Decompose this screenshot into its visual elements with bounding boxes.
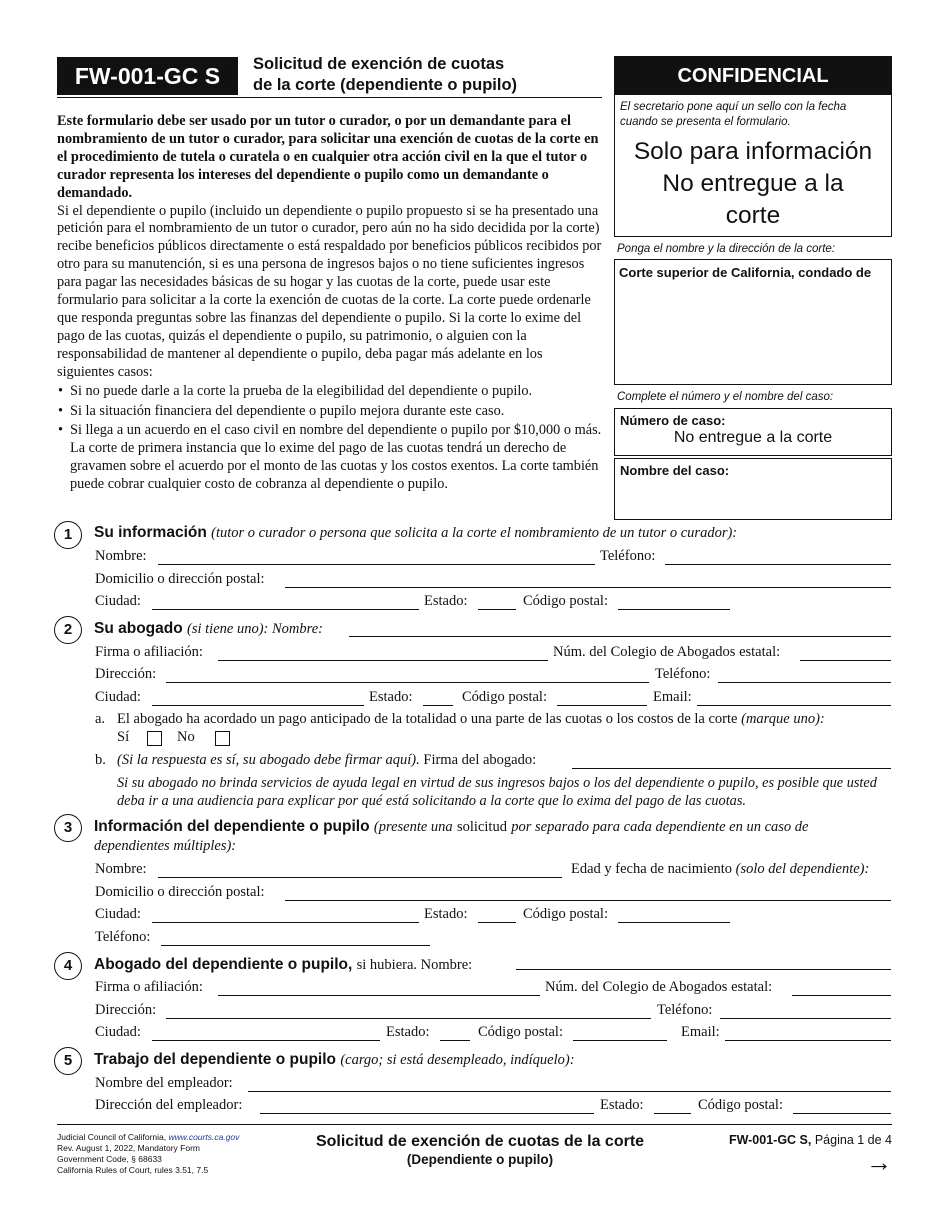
form-id-badge xyxy=(57,57,238,95)
s3-nombre-label: Nombre: xyxy=(95,861,147,877)
s4-ciudad-label: Ciudad: xyxy=(95,1024,141,1040)
s4-telefono-field[interactable] xyxy=(720,1018,891,1019)
s2a-text: El abogado ha acordado un pago anticipado de la totalidad o una parte de las cuotas o los costos de la corte xyxy=(117,711,738,727)
s3-edad-text: Edad y fecha de nacimiento xyxy=(571,861,733,877)
s2a-no-label: No xyxy=(177,729,195,745)
footer-rule xyxy=(57,1124,892,1125)
s1-telefono-field[interactable] xyxy=(665,564,891,565)
s2-colegio-field[interactable] xyxy=(800,660,891,661)
s1-domicilio-field[interactable] xyxy=(285,587,891,588)
s2-telefono-label: Teléfono: xyxy=(655,666,711,682)
section-2-heading xyxy=(94,620,323,638)
intro-block xyxy=(57,113,602,494)
section-3-title: Información del dependiente o pupilo xyxy=(94,818,370,835)
s5-empleador-label: Nombre del empleador: xyxy=(95,1075,233,1091)
s5-direccion-field[interactable] xyxy=(260,1113,594,1114)
s2-ciudad-field[interactable] xyxy=(152,705,364,706)
s2-codigo-field[interactable] xyxy=(557,705,647,706)
footer-subtitle: (Dependiente o pupilo) xyxy=(406,1152,554,1167)
s4-codigo-label: Código postal: xyxy=(478,1024,563,1040)
s1-ciudad-label: Ciudad: xyxy=(95,593,141,609)
case-number-box[interactable] xyxy=(614,408,892,456)
footer-gov-code: Government Code, § 68633 xyxy=(57,1154,162,1164)
section-5-number: 5 xyxy=(54,1047,82,1075)
section-1-number: 1 xyxy=(54,521,82,549)
s1-codigo-label: Código postal: xyxy=(523,593,608,609)
s2b-signature-field[interactable] xyxy=(572,768,891,769)
court-name-box[interactable] xyxy=(614,259,892,385)
intro-bullet-list xyxy=(57,383,602,494)
section-1-title: Su información xyxy=(94,524,207,541)
case-name-box[interactable] xyxy=(614,458,892,520)
s2-email-field[interactable] xyxy=(697,705,891,706)
s2-direccion-field[interactable] xyxy=(166,682,649,683)
s1-codigo-field[interactable] xyxy=(618,609,730,610)
s2-codigo-label: Código postal: xyxy=(462,689,547,705)
s3-estado-label: Estado: xyxy=(424,906,468,922)
section-5-heading xyxy=(94,1051,575,1069)
intro-bullet: • Si llega a un acuerdo en el caso civil en nombre del dependiente o pupilo por $10,000 o más. La corte de primera instancia que lo exime del pago de las cuotas tendrá un derecho de gravamen sobre el acuerdo por el monto de las cuotas y los costos exentos. La corte también puede cobrar cualquier costo de cobranza al dependiente o pupilo. xyxy=(58,422,602,493)
footer-page-number: Página 1 de 4 xyxy=(814,1133,892,1147)
s4-firma-field[interactable] xyxy=(218,995,540,996)
intro-bold: Este formulario debe ser usado por un tutor o curador, o por un demandante para el nombramiento de un tutor o curador, para solicitar una exención de cuotas de la corte en el procedimiento de tutela o curatela o en cualquier otra acción civil en la que el tutor o curador representa los intereses del dependiente o pupilo como un demandante o demandado. xyxy=(57,113,599,201)
footer-council-line xyxy=(57,1132,239,1143)
section-3-sub1: (presente una xyxy=(373,819,453,835)
form-id: FW-001-GC S xyxy=(74,63,221,89)
s2b-marker: b. xyxy=(95,752,106,768)
intro-bullet: • Si no puede darle a la corte la prueba de la elegibilidad del dependiente o pupilo. xyxy=(58,382,533,399)
case-prompt: Complete el número y el nombre del caso: xyxy=(617,391,834,403)
footer-rev: Rev. August 1, 2022, Mandatory Form xyxy=(57,1143,200,1153)
s2-estado-label: Estado: xyxy=(369,689,413,705)
section-1-subtitle: (tutor o curador o persona que solicita a la corte el nombramiento de un tutor o curador): xyxy=(211,525,738,541)
form-title-line1: Solicitud de exención de cuotas xyxy=(253,55,505,73)
s3-ciudad-label: Ciudad: xyxy=(95,906,141,922)
s5-empleador-field[interactable] xyxy=(248,1091,891,1092)
footer-title-block xyxy=(280,1133,680,1167)
header-rule xyxy=(57,97,602,98)
s1-nombre-field[interactable] xyxy=(158,564,595,565)
confidential-banner xyxy=(615,57,891,95)
s3-domicilio-label: Domicilio o dirección postal: xyxy=(95,884,265,900)
s3-nombre-field[interactable] xyxy=(158,877,562,878)
section-3-sub2: solicitud xyxy=(457,819,507,835)
s4-email-label: Email: xyxy=(681,1024,720,1040)
clerk-stamp-box xyxy=(614,56,892,237)
s1-ciudad-field[interactable] xyxy=(152,609,419,610)
footer-form-id: FW-001-GC S, xyxy=(728,1133,812,1147)
s2b-text: Firma del abogado: xyxy=(423,752,537,768)
section-5-title: Trabajo del dependiente o pupilo xyxy=(94,1051,336,1068)
s2-estado-field[interactable] xyxy=(423,705,453,706)
section-1-heading xyxy=(94,524,737,542)
s2b-question xyxy=(117,752,536,769)
s5-codigo-label: Código postal: xyxy=(698,1097,783,1113)
s1-estado-label: Estado: xyxy=(424,593,468,609)
s2a-note: (marque uno): xyxy=(741,711,825,727)
s1-telefono-label: Teléfono: xyxy=(600,548,656,564)
s3-domicilio-field[interactable] xyxy=(285,900,891,901)
section-3-sub4: dependientes múltiples): xyxy=(94,838,237,854)
s4-estado-field[interactable] xyxy=(440,1040,470,1041)
footer-page-info xyxy=(700,1133,892,1147)
s4-codigo-field[interactable] xyxy=(573,1040,667,1041)
s3-telefono-field[interactable] xyxy=(161,945,430,946)
s5-codigo-field[interactable] xyxy=(793,1113,891,1114)
footer-council: Judicial Council of California, xyxy=(57,1132,167,1142)
s1-estado-field[interactable] xyxy=(478,609,516,610)
case-number-label: Número de caso: xyxy=(620,413,726,428)
section-4-subtitle: si hubiera. Nombre: xyxy=(356,957,473,973)
s3-edad-label xyxy=(571,861,869,878)
s2-firma-label: Firma o afiliación: xyxy=(95,644,203,660)
s2-nombre-field[interactable] xyxy=(349,636,891,637)
s2b-explanation: Si su abogado no brinda servicios de ayuda legal en virtud de sus ingresos bajos o los del dependiente o pupilo, es posible que usted deba ir a una audiencia para explicar por qué está solicitando a la corte que lo exima del pago de las cuotas. xyxy=(117,775,877,809)
footer-rules: California Rules of Court, rules 3.51, 7.5 xyxy=(57,1165,209,1175)
section-3-sub3: por separado para cada dependiente en un caso de xyxy=(511,819,809,835)
s3-codigo-field[interactable] xyxy=(618,922,730,923)
court-prompt: Ponga el nombre y la dirección de la corte: xyxy=(617,243,835,255)
s5-direccion-label: Dirección del empleador: xyxy=(95,1097,243,1113)
info-only-text xyxy=(615,136,891,232)
footer-url[interactable]: www.courts.ca.gov xyxy=(168,1132,240,1142)
s4-nombre-field[interactable] xyxy=(516,969,891,970)
section-5-subtitle: (cargo; si está desempleado, indíquelo): xyxy=(340,1052,575,1068)
section-2-subtitle: (si tiene uno): Nombre: xyxy=(187,621,323,637)
footer-meta xyxy=(57,1132,239,1176)
s4-firma-label: Firma o afiliación: xyxy=(95,979,203,995)
s2-direccion-label: Dirección: xyxy=(95,666,157,682)
s3-telefono-label: Teléfono: xyxy=(95,929,151,945)
intro-bullet-text: Si la situación financiera del dependiente o pupilo mejora durante este caso. xyxy=(70,402,505,419)
s5-estado-field[interactable] xyxy=(654,1113,691,1114)
s2a-si-label: Sí xyxy=(117,729,130,745)
stamp-note: El secretario pone aquí un sello con la fecha cuando se presenta el formulario. xyxy=(620,101,847,128)
case-number-value: No entregue a la corte xyxy=(673,429,833,446)
form-title xyxy=(253,54,517,96)
section-3-heading xyxy=(94,818,808,836)
section-4-number: 4 xyxy=(54,952,82,980)
s4-email-field[interactable] xyxy=(725,1040,891,1041)
s3-ciudad-field[interactable] xyxy=(152,922,419,923)
confidential-label: CONFIDENCIAL xyxy=(677,65,829,87)
section-3-number: 3 xyxy=(54,814,82,842)
s4-ciudad-field[interactable] xyxy=(152,1040,380,1041)
intro-body: Si el dependiente o pupilo (incluido un dependiente o pupilo propuesto si se ha presentado una petición para el nombramiento de un tutor o curador, pero aún no ha sido decidida por la corte) recibe beneficios públicos directamente o está respaldado por beneficios públicos recibidos por otro para su manutención, si es una persona de ingresos bajos o no tiene suficientes ingresos para pagar las necesidades básicas de su hogar y las cuotas de la corte, puede usar este formulario para solicitar a la corte la exención de cuotas de la corte. La corte puede ordenarle que responda preguntas sobre las finanzas del dependiente o pupilo. Si la corte lo exime del pago de las cuotas, quizás el dependiente o pupilo, su patrimonio, o alguien con la responsabilidad de mantener al dependiente o pupilo, deba pagar más adelante en los siguientes casos: xyxy=(57,202,602,380)
s2-telefono-field[interactable] xyxy=(718,682,891,683)
info-line1: Solo para información xyxy=(633,138,873,165)
s1-nombre-label: Nombre: xyxy=(95,548,147,564)
s4-telefono-label: Teléfono: xyxy=(657,1002,713,1018)
s3-estado-field[interactable] xyxy=(478,922,516,923)
case-name-label: Nombre del caso: xyxy=(620,463,730,478)
section-4-heading xyxy=(94,956,472,974)
intro-bullet: • Si la situación financiera del dependiente o pupilo mejora durante este caso. xyxy=(58,402,505,419)
info-line2: No entregue a la corte xyxy=(662,170,844,229)
s2a-marker: a. xyxy=(95,711,106,727)
s4-colegio-label: Núm. del Colegio de Abogados estatal: xyxy=(545,979,773,995)
s2a-si-checkbox[interactable] xyxy=(147,731,162,746)
s3-codigo-label: Código postal: xyxy=(523,906,608,922)
s4-direccion-field[interactable] xyxy=(166,1018,651,1019)
form-title-line2: de la corte (dependiente o pupilo) xyxy=(253,76,518,94)
section-4-title: Abogado del dependiente o pupilo, xyxy=(94,956,353,973)
s2b-note: (Si la respuesta es sí, su abogado debe firmar aquí). xyxy=(117,752,420,768)
s2a-question xyxy=(117,711,825,728)
section-2-number: 2 xyxy=(54,616,82,644)
next-page-arrow-icon: → xyxy=(866,1147,892,1177)
section-2-title: Su abogado xyxy=(94,620,183,637)
s4-colegio-field[interactable] xyxy=(792,995,891,996)
s2a-no-checkbox[interactable] xyxy=(215,731,230,746)
s2-email-label: Email: xyxy=(653,689,692,705)
court-label: Corte superior de California, condado de xyxy=(619,265,872,280)
s3-edad-note: (solo del dependiente): xyxy=(735,861,870,877)
s1-domicilio-label: Domicilio o dirección postal: xyxy=(95,571,265,587)
intro-bullet-text: Si no puede darle a la corte la prueba de la elegibilidad del dependiente o pupilo. xyxy=(70,382,533,399)
s5-estado-label: Estado: xyxy=(600,1097,644,1113)
footer-title: Solicitud de exención de cuotas de la corte xyxy=(315,1133,645,1150)
s4-estado-label: Estado: xyxy=(386,1024,430,1040)
s2-firma-field[interactable] xyxy=(218,660,548,661)
s2-colegio-label: Núm. del Colegio de Abogados estatal: xyxy=(553,644,781,660)
s4-direccion-label: Dirección: xyxy=(95,1002,157,1018)
intro-bullet-text: Si llega a un acuerdo en el caso civil en nombre del dependiente o pupilo por $10,000 o más. La corte de primera instancia que lo exime del pago de las cuotas tendrá un derecho de gravamen sobre el acuerdo por el monto de las cuotas y los costos exentos. La corte también puede cobrar cualquier costo de cobranza al dependiente o pupilo. xyxy=(70,422,602,493)
s2-ciudad-label: Ciudad: xyxy=(95,689,141,705)
